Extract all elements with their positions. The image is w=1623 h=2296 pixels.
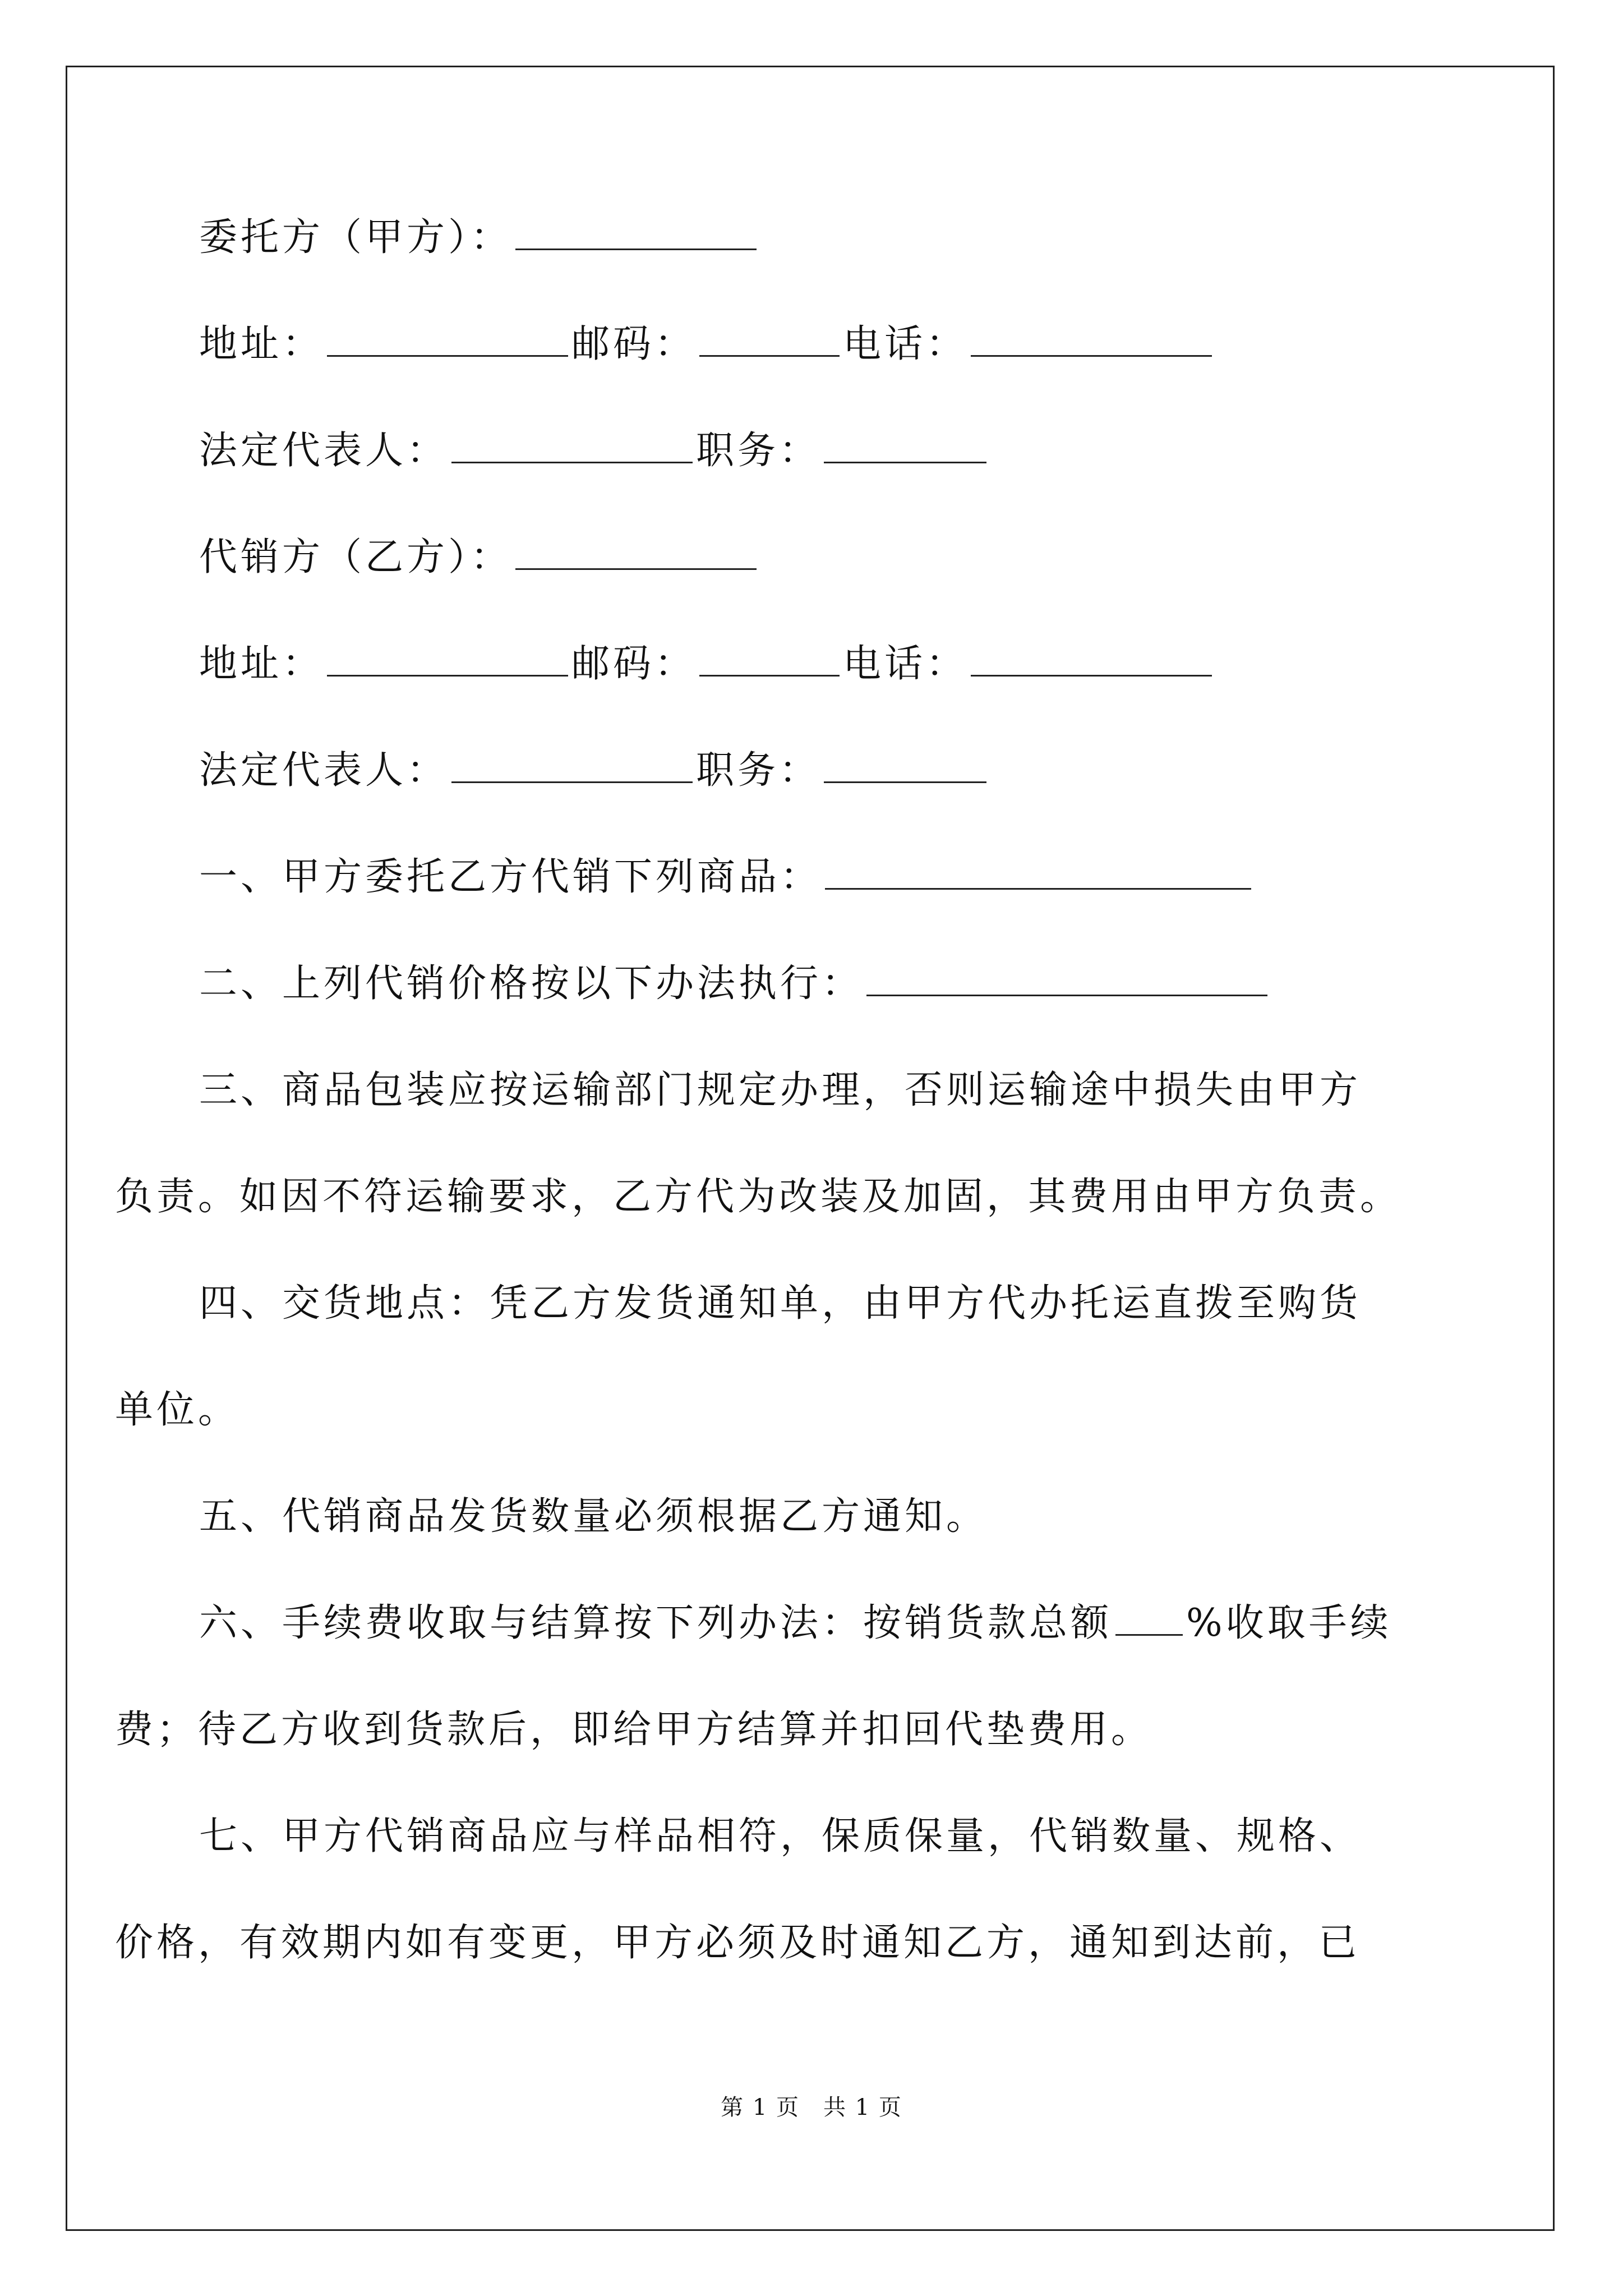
party-a-label: 委托方（甲方）： [199,215,513,260]
clause-1 [199,853,1255,902]
clause-6-line-1 [199,1599,1392,1648]
party-b-postcode-label: 邮码： [571,642,697,686]
party-a-phone-blank[interactable] [971,323,1212,357]
party-b-position-label: 职务： [696,748,821,793]
party-b-phone-label: 电话： [843,642,968,686]
party-a-legal-rep-blank[interactable] [451,429,693,463]
clause-3-text-2: 负责。如因不符运输要求，乙方代为改装及加固，其费用由甲方负责。 [115,1175,1402,1219]
clause-7-text-1: 七、甲方代销商品应与样品相符，保质保量，代销数量、规格、 [199,1814,1362,1858]
clause-4-line-1 [199,1279,1361,1328]
party-b-legal-rep-label: 法定代表人： [199,748,449,793]
party-a-legal-rep-label: 法定代表人： [199,429,449,473]
clause-4-text-2: 单位。 [115,1388,240,1432]
party-b-rep-line [199,746,990,795]
clause-3-line-1 [199,1066,1361,1115]
page-footer: 第 1 页 共 1 页 [721,2095,902,2120]
clause-4-text-1: 四、交货地点：凭乙方发货通知单，由甲方代办托运直拨至购货 [199,1281,1362,1326]
clause-3-text-1: 三、商品包装应按运输部门规定办理，否则运输途中损失由甲方 [199,1068,1362,1112]
party-a-phone-label: 电话： [843,322,968,366]
clause-2-price-blank[interactable] [866,962,1267,996]
party-a-rep-line [199,426,990,476]
page-border [66,66,1555,2231]
clause-7-line-2 [115,1918,1360,1968]
party-b-legal-rep-blank[interactable] [451,749,693,783]
party-b-label: 代销方（乙方）： [199,535,513,579]
clause-6-line-2 [115,1705,1152,1755]
clause-6-text-1a: 六、手续费收取与结算按下列办法：按销货款总额 [199,1601,1113,1645]
party-b-contact-line [199,639,1215,689]
party-a-contact-line [199,320,1215,369]
clause-5-text: 五、代销商品发货数量必须根据乙方通知。 [199,1494,988,1539]
party-a-position-label: 职务： [696,429,821,473]
clause-6-text-1b: %收取手续 [1186,1601,1392,1645]
party-b-line [199,533,760,582]
party-b-name-blank[interactable] [515,536,757,570]
party-a-address-blank[interactable] [327,323,568,357]
party-b-postcode-blank[interactable] [699,642,840,677]
party-a-postcode-label: 邮码： [571,322,697,366]
party-a-postcode-blank[interactable] [699,323,840,357]
party-a-address-label: 地址： [199,322,324,366]
party-b-phone-blank[interactable] [971,642,1212,677]
clause-3-line-2 [115,1172,1401,1222]
clause-5 [199,1492,988,1542]
clause-1-goods-blank[interactable] [825,855,1251,890]
clause-2-text: 二、上列代销价格按以下办法执行： [199,961,864,1006]
clause-6-percent-blank[interactable] [1115,1602,1183,1636]
clause-6-text-2: 费；待乙方收到货款后，即给甲方结算并扣回代垫费用。 [115,1708,1153,1752]
party-a-name-blank[interactable] [515,216,757,250]
clause-2 [199,959,1271,1009]
party-a-line [199,213,760,263]
clause-1-text: 一、甲方委托乙方代销下列商品： [199,855,822,899]
clause-7-text-2: 价格，有效期内如有变更，甲方必须及时通知乙方，通知到达前，已 [115,1921,1361,1965]
party-b-address-label: 地址： [199,642,324,686]
party-b-address-blank[interactable] [327,642,568,677]
clause-4-line-2 [115,1386,239,1435]
party-a-position-blank[interactable] [824,429,986,463]
clause-7-line-1 [199,1812,1361,1861]
party-b-position-blank[interactable] [824,749,986,783]
